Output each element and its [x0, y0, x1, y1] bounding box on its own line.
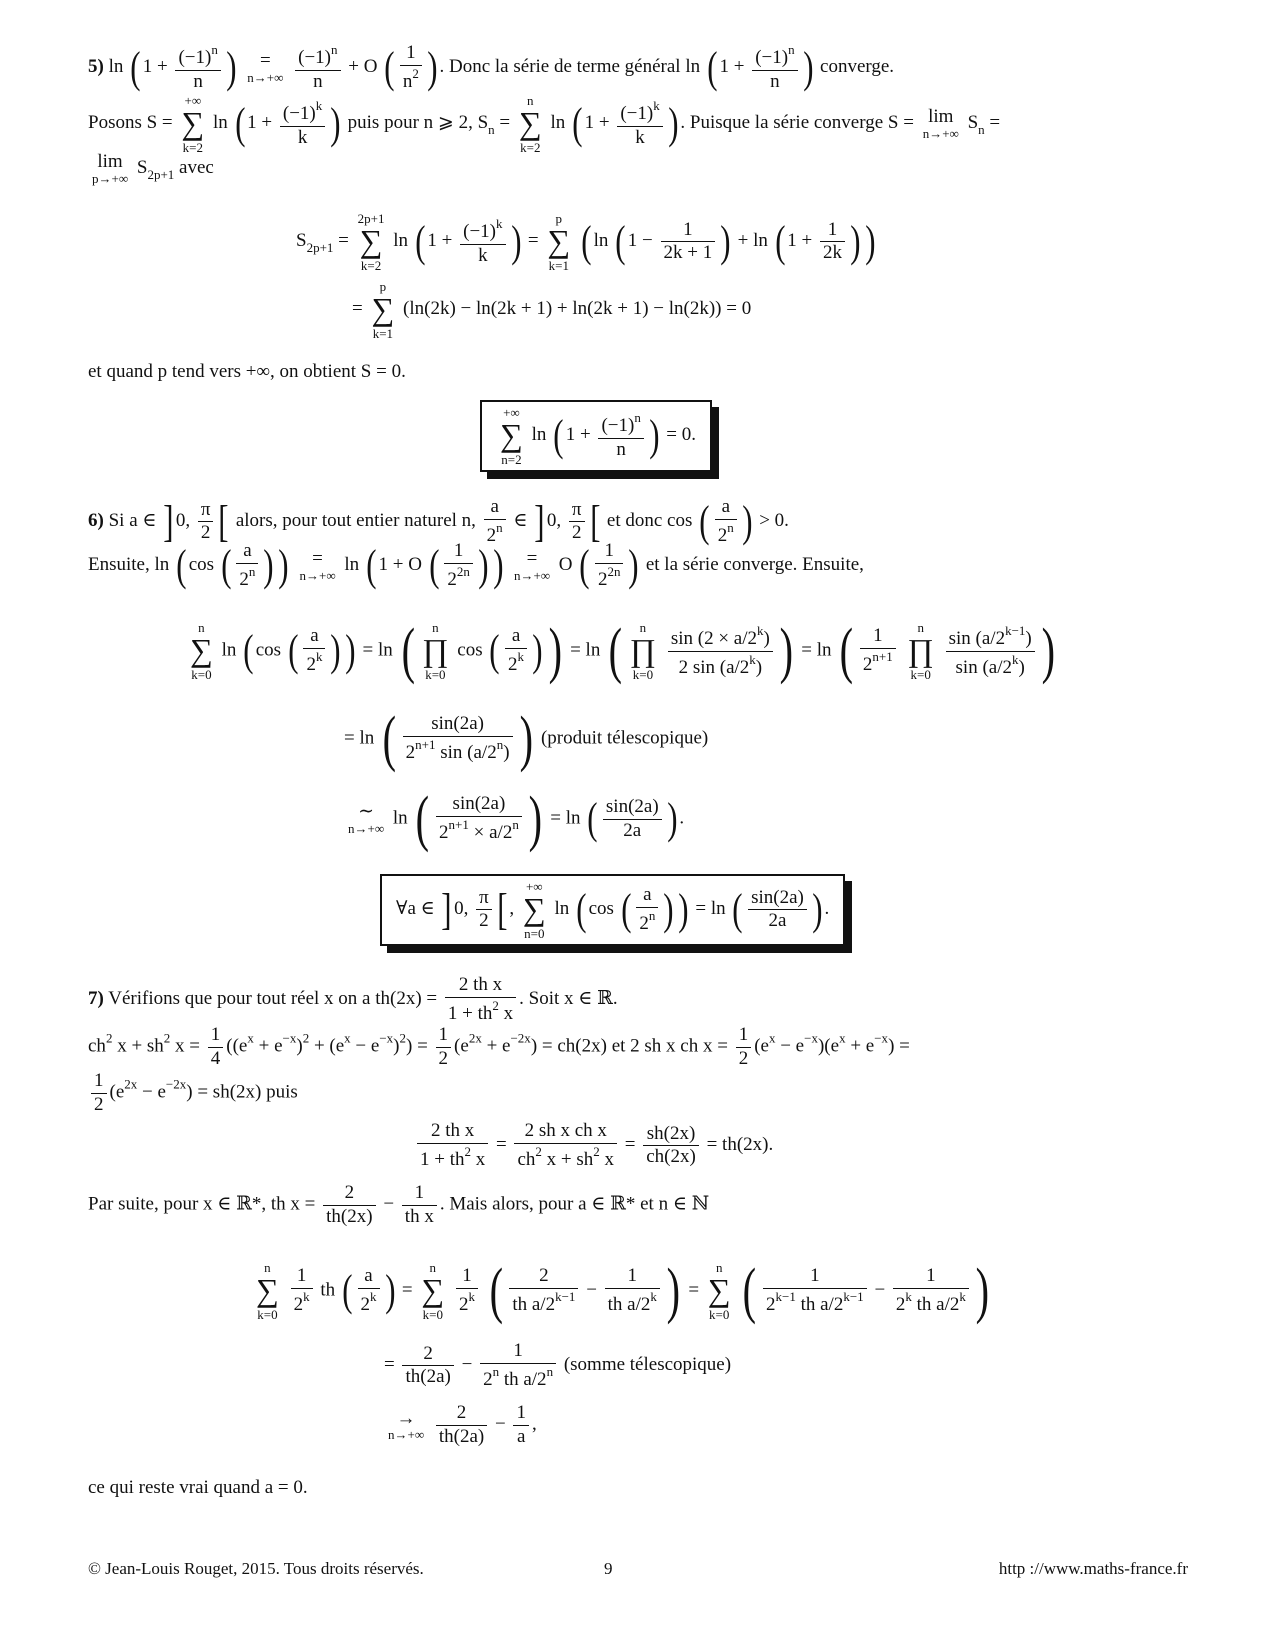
footer-page-number: 9 — [604, 1559, 613, 1578]
item5-line1: 5) ln ( 1 + $\frac{(-1)^n}{n}$ ) = n→+∞ $\frac{(-1)^n}{n}$ + O ( $\frac{1}{n^2}$ ) . Donc la série de terme général ln ( 1 + $\frac{(-1)^n}{n}$ ) converge. — [88, 42, 895, 92]
item6-et-donc: et donc cos — [606, 510, 693, 532]
item7-display4: → n→+∞ $\frac{2}{th(2a)}$ − $\frac{1}{a}$ , — [388, 1402, 537, 1447]
item7-display3: = $\frac{2}{th(2a)}$ − $\frac{1}{2^n th a/2^n}$ (somme télescopique) — [384, 1340, 732, 1390]
item7-line4: Par suite, pour x ∈ ℝ*, th x = $\frac{2}{th(2x)}$ − $\frac{1}{\text{th x}}$ . Mais alors, pour a ∈ ℝ* et n ∈ ℕ — [88, 1182, 710, 1227]
item7-par-suite: Par suite, pour x ∈ ℝ*, th x = — [88, 1193, 316, 1215]
item5-line2: Posons S = +∞ ∑ k=2 ln ( 1 + $\frac{(-1)^k}{k}$ ) puis pour n ⩾ 2, $S_n$ = n ∑ k=2 ln ( 1 + $\frac{(-1)^k}{k}$ ) . Puisque la série converge S = lim n→+∞ $S_n$ = — [88, 93, 1001, 155]
item7-line2: $ch^2$ $x + sh^2$ x = $\frac{1}{4}$ $((e^x + e^{-x})^2 + (e^x - e^{-x})^2)$ = $\frac{1}{2}$ $(e^{2x} + e^{-2x}) = ch(2x)$ et 2 sh x ch x = $\frac{1}{2}$ $(e^x - e^{-x})(e^x + e^{-x})$ = — [88, 1024, 910, 1069]
item6-et-la-serie: et la série converge. Ensuite, — [645, 554, 864, 576]
item6-display2: = ln ( $\frac{\sin(2a)}{2^{n+1} \sin (a/2^n)}$ ) (produit télescopique) — [344, 705, 709, 773]
item6-display3: ∼ n→+∞ ln ( $\frac{\sin(2a)}{2^{n+1} \times a/2^n}$ ) = ln ( $\frac{\sin(2a)}{2a}$ ) . — [348, 785, 685, 853]
item5-number: 5) — [88, 56, 104, 78]
item7-ce-qui-reste: ce qui reste vrai quand a = 0. — [88, 1477, 308, 1498]
item7-soit: . Soit x ∈ ℝ. — [519, 988, 618, 1010]
item6-display1: n ∑ k=0 ln ( cos ( $\frac{a}{2^k}$ )) = ln ( n ∏ k=0 cos ( $\frac{a}{2^k}$ )) = ln ( n ∏ k=0 $\frac{\sin (2 \times a/2^k)}{2 \sin (a/2^k)}$ ) = ln ( $\frac{1}{2^{n+1}}$ n ∏ k=0 $\frac{\sin (a/2^{k-1})}{\sin (a/2^k)}$ ) — [190, 617, 1055, 685]
item5-converge: converge. — [820, 56, 895, 78]
item6-line1: 6) Si a ∈ ] 0, $\frac{\pi}{2}$ [ alors, pour tout entier naturel n, $\frac{a}{2^n}$ ∈ ] 0, $\frac{\pi}{2}$ [ et donc cos ( $\frac{a}{2^n}$ ) > 0. — [88, 496, 789, 546]
item6-forall: ∀a ∈ — [396, 898, 435, 920]
item5-display1: $S_{2p+1}$ = 2p+1 ∑ k=2 ln ( 1 + $\frac{(-1)^k}{k}$ ) = p ∑ k=1 ( ln ( 1 − $\frac{1}{2k + 1}$ ) + ln ( 1 + $\frac{1}{2k}$ )) — [296, 211, 876, 273]
item6-si: Si — [108, 510, 125, 532]
item7-line3: $\frac{1}{2}$ $(e^{2x} - e^{-2x}) = sh(2x)$ puis — [88, 1070, 298, 1117]
item5-conclusion: . Donc la série de terme général — [439, 56, 681, 78]
item6-produit-telescopique: (produit télescopique) — [540, 727, 709, 749]
item5-posons: Posons — [88, 112, 142, 134]
item5-boxed-result: +∞ ∑ n=2 ln ( 1 + $\frac{(-1)^n}{n}$ ) = 0. — [480, 400, 712, 472]
item7-verifions: Vérifions que pour tout réel x on a th(2x) = — [108, 988, 438, 1010]
item7-number: 7) — [88, 988, 104, 1010]
item5-result-value: = 0. — [666, 424, 696, 446]
footer-copyright: © Jean-Louis Rouget, 2015. Tous droits réservés. — [88, 1559, 424, 1578]
item6-alors: alors, pour tout entier naturel — [235, 510, 457, 532]
item5-et-quand: et quand p tend vers +∞, on obtient S = 0. — [88, 361, 406, 382]
item5-display2: = p ∑ k=1 (ln(2k) − ln(2k + 1) + ln(2k + 1) − ln(2k)) = 0 — [352, 279, 752, 341]
footer-url[interactable]: http ://www.maths-france.fr — [998, 1559, 1188, 1578]
item5-avec: avec — [179, 157, 214, 179]
item6-boxed-result: ∀a ∈ ] 0, $\frac{\pi}{2}$ [ , +∞ ∑ n=0 ln ( cos ( $\frac{a}{2^n}$ )) = ln ( $\frac{\sin(2a)}{2a}$ ) . — [380, 874, 845, 946]
item7-somme-telescopique: (somme télescopique) — [563, 1354, 732, 1376]
item6-number: 6) — [88, 510, 104, 532]
item5-puis-pour: puis pour — [347, 112, 419, 134]
item6-gt0: > 0. — [759, 510, 789, 532]
item7-display2: n ∑ k=0 $\frac{1}{2^k}$ th ( $\frac{a}{2^k}$ ) = n ∑ k=0 $\frac{1}{2^k}$ ( $\frac{2}{th a/2^{k-1}}$ − $\frac{1}{th a/2^k}$ ) = n ∑ k=0 ( $\frac{1}{2^{k-1} th a/2^{k-1}}$ − $\frac{1}{2^k th a/2^k}$ ) — [256, 1257, 989, 1325]
document-page — [88, 40, 1188, 1610]
item5-line3: lim p→+∞ $S_{2p+1}$ avec — [92, 151, 214, 186]
item6-line2: Ensuite, ln ( cos ( $\frac{a}{2^n}$ )) = n→+∞ ln ( 1 + O ( $\frac{1}{2^{2n}}$ )) = n→+∞ O ( $\frac{1}{2^{2n}}$ ) et la série converge. Ensuite, — [88, 540, 864, 590]
item6-ensuite: Ensuite, — [88, 554, 150, 576]
item7-puis: puis — [266, 1081, 298, 1103]
item7-display1: $\frac{\text{2 th x}}{1 + th^2 x}$ = $\frac{\text{2 sh x ch x}}{ch^2 x + sh^2 x}$ = $\frac{sh(2x)}{ch(2x)}$ = th(2x). — [414, 1120, 773, 1172]
item7-mais-alors: . Mais alors, pour a ∈ ℝ* et n ∈ ℕ — [439, 1193, 710, 1215]
item7-line1: 7) Vérifions que pour tout réel x on a th(2x) = $\frac{\text{2 th x}}{1 + th^2 x}$ . Soit x ∈ ℝ. — [88, 974, 618, 1024]
item5-puisque: . Puisque la série converge — [680, 112, 884, 134]
item5-n-geq: n ⩾ 2, — [423, 112, 473, 134]
